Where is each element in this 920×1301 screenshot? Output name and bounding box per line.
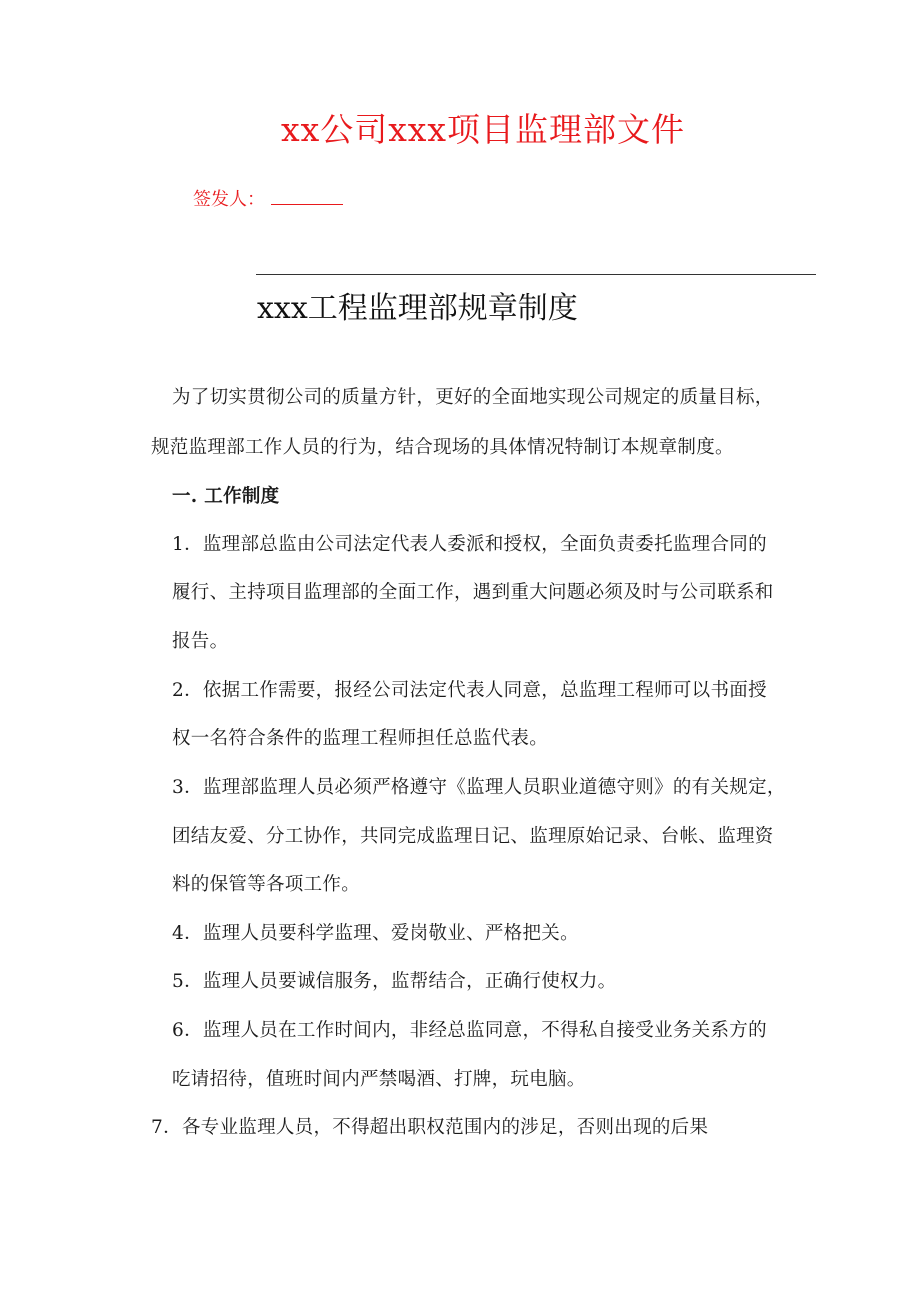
signer-blank-line bbox=[271, 190, 343, 205]
intro-line: 为了切实贯彻公司的质量方针，更好的全面地实现公司规定的质量目标， bbox=[172, 387, 774, 408]
rule-item-line: 吃请招待，值班时间内严禁喝酒、打牌，玩电脑。 bbox=[172, 1069, 586, 1090]
signer-label: 签发人： bbox=[193, 189, 265, 210]
rule-item-line: 3．监理部监理人员必须严格遵守《监理人员职业道德守则》的有关规定， bbox=[172, 777, 786, 798]
rule-item-line: 2．依据工作需要，报经公司法定代表人同意，总监理工程师可以书面授 bbox=[172, 680, 767, 701]
rule-item-line: 团结友爱、分工协作，共同完成监理日记、监理原始记录、台帐、监理资 bbox=[172, 826, 774, 847]
rule-item-line: 履行、主持项目监理部的全面工作，遇到重大问题必须及时与公司联系和 bbox=[172, 582, 774, 603]
section-heading: 一. 工作制度 bbox=[172, 486, 280, 507]
header-divider bbox=[256, 274, 816, 275]
rule-item-line: 5．监理人员要诚信服务，监帮结合，正确行使权力。 bbox=[172, 971, 617, 992]
rule-item-line: 1．监理部总监由公司法定代表人委派和授权，全面负责委托监理合同的 bbox=[172, 534, 767, 555]
rule-item-line: 权一名符合条件的监理工程师担任总监代表。 bbox=[172, 728, 549, 749]
document-header-title: xx公司xxx项目监理部文件 bbox=[280, 110, 686, 149]
rule-item-line: 料的保管等各项工作。 bbox=[172, 874, 361, 895]
rule-item-line: 6．监理人员在工作时间内，非经总监同意，不得私自接受业务关系方的 bbox=[172, 1020, 767, 1041]
intro-line: 规范监理部工作人员的行为，结合现场的具体情况特制订本规章制度。 bbox=[151, 437, 734, 458]
rule-item-line: 报告。 bbox=[172, 631, 229, 652]
document-title: xxx工程监理部规章制度 bbox=[257, 291, 578, 326]
signer-field bbox=[193, 185, 343, 211]
rule-item-line: 4．监理人员要科学监理、爱岗敬业、严格把关。 bbox=[172, 923, 579, 944]
rule-item-line: 7．各专业监理人员，不得超出职权范围内的涉足，否则出现的后果 bbox=[151, 1117, 709, 1138]
